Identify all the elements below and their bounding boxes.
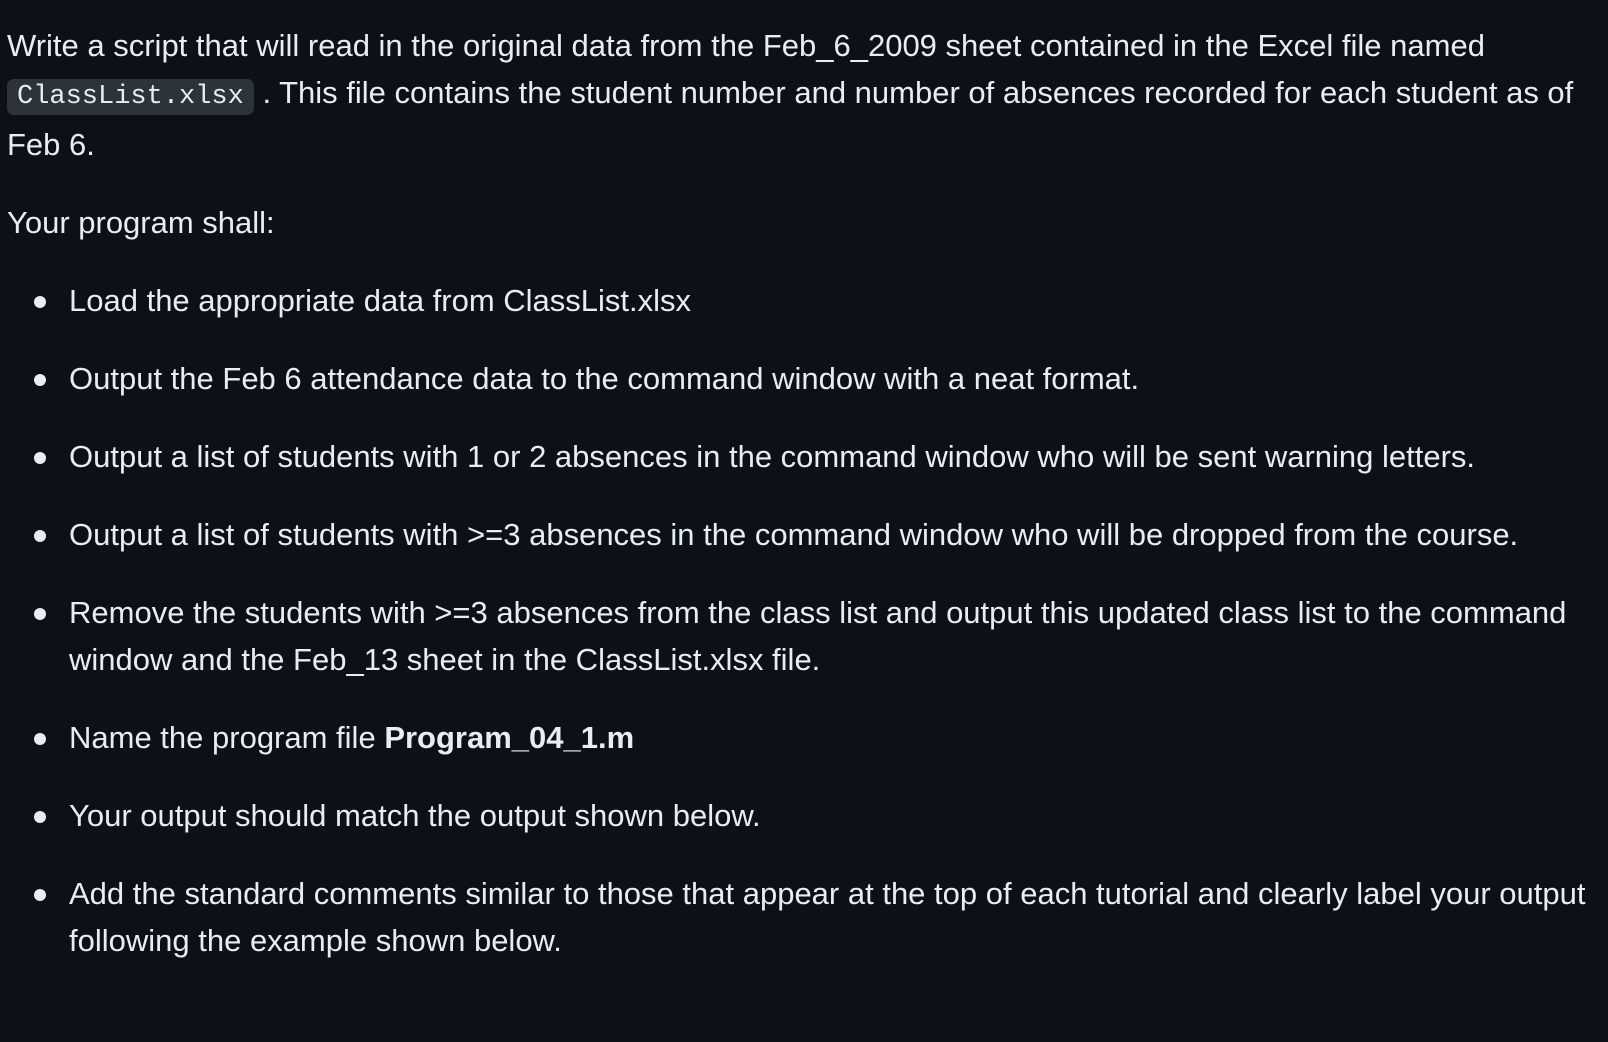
list-item-remove-students: Remove the students with >=3 absences from the class list and output this updated class list to the command window and the Feb_13 sheet in the ClassList.xlsx file. xyxy=(7,589,1597,683)
intro-text-after-code: . This file contains the student number and number of absences recorded for each student as of Feb 6. xyxy=(7,75,1574,162)
list-item-dropped-students: Output a list of students with >=3 absences in the command window who will be dropped from the course. xyxy=(7,511,1597,558)
program-name-text: Name the program file xyxy=(69,720,385,755)
list-item-output-attendance: Output the Feb 6 attendance data to the command window with a neat format. xyxy=(7,355,1597,402)
intro-text-before-code: Write a script that will read in the original data from the Feb_6_2009 sheet contained in the Excel file named xyxy=(7,28,1485,63)
document-body xyxy=(7,22,1597,995)
list-item-warning-letters: Output a list of students with 1 or 2 absences in the command window who will be sent warning letters. xyxy=(7,433,1597,480)
program-filename: Program_04_1.m xyxy=(384,720,635,755)
requirements-list xyxy=(7,277,1597,964)
list-item-match-output: Your output should match the output shown below. xyxy=(7,792,1597,839)
list-item-program-name xyxy=(7,714,1597,761)
list-item-standard-comments: Add the standard comments similar to those that appear at the top of each tutorial and clearly label your output following the example shown below. xyxy=(7,870,1597,964)
requirements-lead: Your program shall: xyxy=(7,205,275,240)
filename-code: ClassList.xlsx xyxy=(7,79,254,115)
list-item-load-data: Load the appropriate data from ClassList.xlsx xyxy=(7,277,1597,324)
intro-paragraph xyxy=(7,22,1597,168)
